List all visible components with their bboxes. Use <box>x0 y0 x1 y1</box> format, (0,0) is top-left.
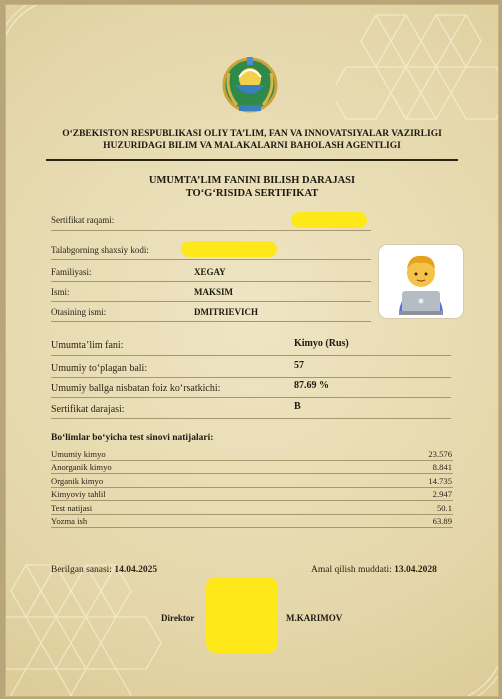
director-name: M.KARIMOV <box>286 613 343 623</box>
section-row-rule <box>51 460 453 461</box>
issued-date <box>51 565 157 575</box>
pin-label: Talabgorning shaxsiy kodi: <box>51 245 149 255</box>
certificate <box>5 4 499 697</box>
section-row-value: 50.1 <box>436 502 452 513</box>
ornament-pattern-top-right <box>336 5 498 145</box>
certificate-title-line-2: TO‘G‘RISIDA SERTIFIKAT <box>185 188 319 199</box>
section-row-value: 14.735 <box>428 475 452 486</box>
rule-line <box>51 397 451 398</box>
section-row-label: Kimyoviy tahlil <box>51 489 106 500</box>
score-label: Umumiy to‘plagan bali: <box>51 363 148 374</box>
section-row-label: Umumiy kimyo <box>51 449 106 459</box>
section-row-label: Anorganik kimyo <box>51 462 112 473</box>
signature-stamp-redaction <box>206 577 278 653</box>
header-divider <box>46 159 458 161</box>
rule-line <box>51 301 371 302</box>
name-value: MAKSIM <box>194 287 233 297</box>
person-with-laptop-icon <box>379 245 463 318</box>
section-row-rule <box>51 514 453 515</box>
org-line-2: HUZURIDAGI BILIM VA MALAKALARNI BAHOLASH AGENTLIGI <box>103 141 401 151</box>
name-label: Ismi: <box>51 287 70 297</box>
section-row-value: 63.89 <box>432 516 452 526</box>
subject-value: Kimyo (Rus) <box>294 338 349 349</box>
certificate-title-line-1: UMUMTA’LIM FANINI BILISH DARAJASI <box>148 175 356 186</box>
grade-value: B <box>294 401 301 412</box>
section-row-rule <box>51 487 453 488</box>
surname-label: Familiyasi: <box>51 267 92 277</box>
rule-line <box>51 377 451 378</box>
rule-line <box>51 321 371 322</box>
rule-line <box>51 281 371 282</box>
section-row-label: Yozma ish <box>51 516 88 526</box>
section-row-value: 8.841 <box>432 462 452 473</box>
section-row-label: Organik kimyo <box>51 475 104 486</box>
patronymic-label: Otasining ismi: <box>51 307 107 317</box>
valid-date <box>311 565 437 575</box>
emblem-icon <box>221 55 279 115</box>
percent-label: Umumiy ballga nisbatan foiz ko‘rsatkichi: <box>51 383 221 394</box>
surname-value: XEGAY <box>194 267 226 277</box>
ornament-bottom-right <box>458 656 498 696</box>
org-line-1: O‘ZBEKISTON RESPUBLIKASI OLIY TA’LIM, FAN VA INNOVATSIYALAR VAZIRLIGI <box>62 129 442 139</box>
patronymic-value: DMITRIEVICH <box>194 307 259 317</box>
rule-line <box>51 418 451 419</box>
section-row-rule <box>51 500 453 501</box>
rule-line <box>51 259 371 260</box>
issued-label: Berilgan sanasi: <box>51 565 112 575</box>
rule-line <box>51 355 451 356</box>
valid-value: 13.04.2028 <box>394 565 437 575</box>
issued-value: 14.04.2025 <box>114 565 158 575</box>
section-row-rule <box>51 527 453 528</box>
section-row-label: Test natijasi <box>51 502 93 513</box>
rule-line <box>51 230 371 231</box>
avatar <box>379 245 463 318</box>
sections-heading: Bo‘limlar bo‘yicha test sinovi natijalari: <box>51 433 214 443</box>
section-row-value: 2.947 <box>432 489 452 500</box>
section-row-rule <box>51 473 453 474</box>
ornament-top-left <box>6 5 46 45</box>
section-row-value: 23.576 <box>428 449 452 459</box>
score-value: 57 <box>294 360 304 371</box>
valid-label: Amal qilish muddati: <box>311 565 392 575</box>
percent-value: 87.69 % <box>294 380 329 391</box>
director-label: Direktor <box>161 613 195 623</box>
pin-redaction <box>181 241 277 257</box>
grade-label: Sertifikat darajasi: <box>51 404 125 415</box>
cert-number-redaction <box>291 212 367 228</box>
cert-number-label: Sertifikat raqami: <box>51 215 115 225</box>
subject-label: Umumta’lim fani: <box>51 340 124 351</box>
